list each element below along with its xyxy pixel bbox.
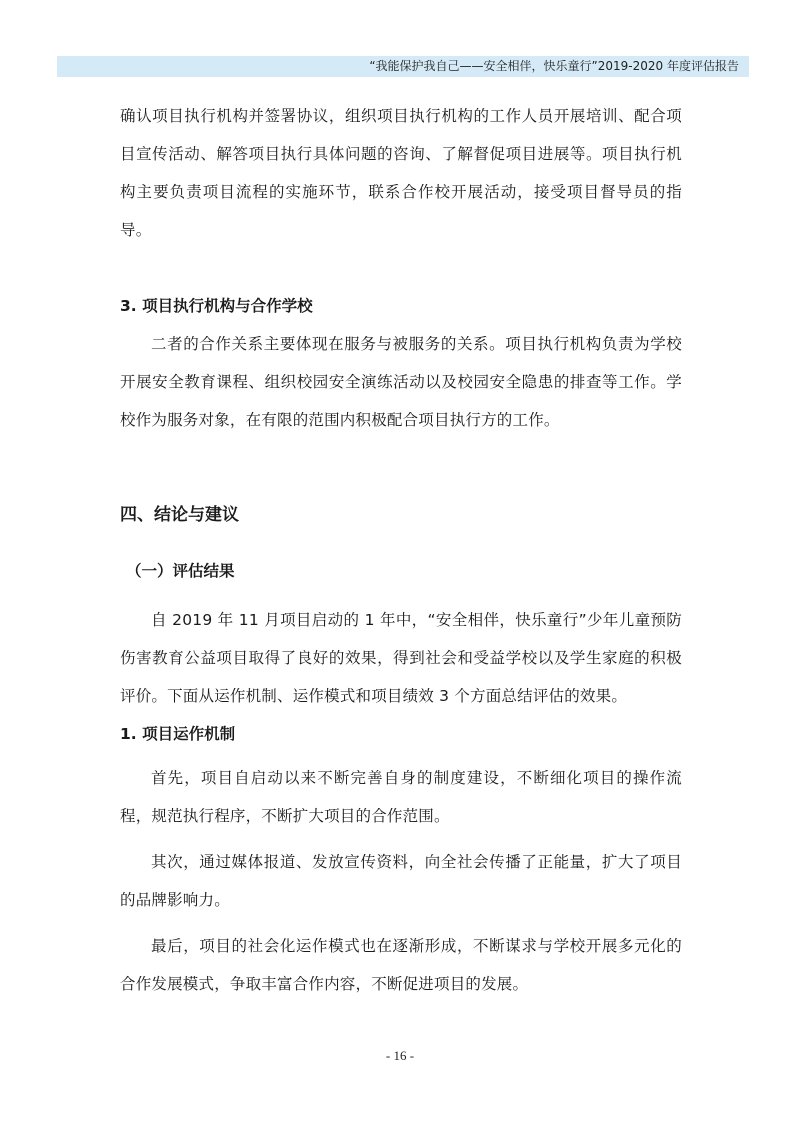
page-number: - 16 - xyxy=(385,1048,415,1063)
page-content xyxy=(120,97,682,1003)
paragraph-executing-agency: 确认项目执行机构并签署协议，组织项目执行机构的工作人员开展培训、配合项目宣传活动、解答项目执行具体问题的咨询、了解督促项目进展等。项目执行机构主要负责项目流程的实施环节，联系合作校开展活动，接受项目督导员的指导。 xyxy=(120,107,682,239)
paragraph-last: 最后，项目的社会化运作模式也在逐渐形成，不断谋求与学校开展多元化的合作发展模式，争取丰富合作内容，不断促进项目的发展。 xyxy=(120,937,682,993)
header-bar xyxy=(57,56,749,77)
report-title: “我能保护我自己——安全相伴，快乐童行”2019-2020 年度评估报告 xyxy=(369,59,739,73)
paragraph-cooperation: 二者的合作关系主要体现在服务与被服务的关系。项目执行机构负责为学校开展安全教育课程、组织校园安全演练活动以及校园安全隐患的排查等工作。学校作为服务对象，在有限的范围内积极配合项目执行方的工作。 xyxy=(120,335,682,429)
paragraph-first: 首先，项目自启动以来不断完善自身的制度建设，不断细化项目的操作流程，规范执行程序，不断扩大项目的合作范围。 xyxy=(120,769,682,825)
section-heading-operation-mechanism: 1. 项目运作机制 xyxy=(120,725,236,743)
subsection-heading-evaluation-results: （一）评估结果 xyxy=(126,562,235,580)
paragraph-second: 其次，通过媒体报道、发放宣传资料，向全社会传播了正能量，扩大了项目的品牌影响力。 xyxy=(120,853,682,909)
paragraph-evaluation-summary: 自 2019 年 11 月项目启动的 1 年中，“安全相伴，快乐童行”少年儿童预防伤害教育公益项目取得了良好的效果，得到社会和受益学校以及学生家庭的积极评价。下面从运作机制、运作模式和项目绩效 3 个方面总结评估的效果。 xyxy=(120,611,682,705)
chapter-heading-conclusion: 四、结论与建议 xyxy=(120,505,239,525)
section-heading-agency-school: 3. 项目执行机构与合作学校 xyxy=(120,297,313,315)
